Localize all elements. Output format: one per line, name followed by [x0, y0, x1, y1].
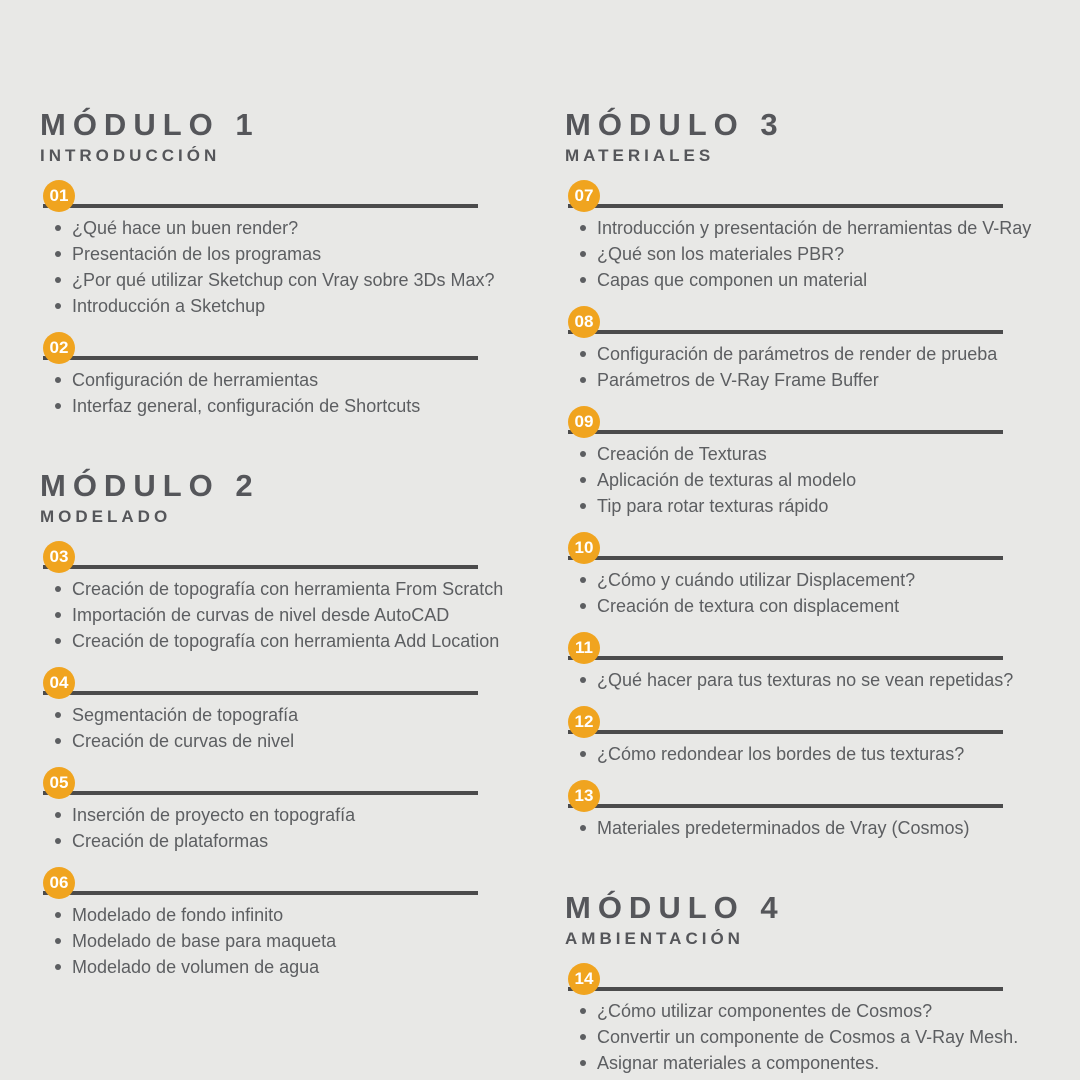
module-subtitle: AMBIENTACIÓN [565, 929, 744, 948]
topic-item: Materiales predeterminados de Vray (Cosmos) [597, 815, 1065, 841]
module-1 [40, 108, 540, 419]
section-number-badge: 05 [43, 767, 75, 799]
section-09 [565, 406, 1065, 519]
topic-item: ¿Qué son los materiales PBR? [597, 241, 1065, 267]
section-divider [43, 891, 478, 895]
section-divider [568, 656, 1003, 660]
topic-list [565, 567, 1065, 619]
topic-item: Interfaz general, configuración de Shortcuts [72, 393, 540, 419]
column-left [40, 108, 540, 980]
section-number-badge: 13 [568, 780, 600, 812]
topic-list [565, 341, 1065, 393]
topic-item: Introducción a Sketchup [72, 293, 540, 319]
topic-item: ¿Qué hace un buen render? [72, 215, 540, 241]
topic-item: Creación de topografía con herramienta From Scratch [72, 576, 540, 602]
topic-item: Segmentación de topografía [72, 702, 540, 728]
section-number-badge: 03 [43, 541, 75, 573]
section-03 [40, 541, 540, 654]
topic-item: Importación de curvas de nivel desde AutoCAD [72, 602, 540, 628]
section-08 [565, 306, 1065, 393]
topic-item: Parámetros de V-Ray Frame Buffer [597, 367, 1065, 393]
topic-list [565, 815, 1065, 841]
section-02 [40, 332, 540, 419]
topic-list [565, 441, 1065, 519]
module-subtitle: INTRODUCCIÓN [40, 146, 221, 165]
column-right [565, 108, 1065, 1076]
section-divider [43, 791, 478, 795]
topic-list [565, 741, 1065, 767]
topic-item: Convertir un componente de Cosmos a V-Ray Mesh. [597, 1024, 1065, 1050]
topic-item: Presentación de los programas [72, 241, 540, 267]
topic-list [40, 215, 540, 319]
section-divider [568, 330, 1003, 334]
section-number-badge: 12 [568, 706, 600, 738]
topic-item: Configuración de herramientas [72, 367, 540, 393]
topic-item: Capas que componen un material [597, 267, 1065, 293]
topic-item: ¿Qué hacer para tus texturas no se vean repetidas? [597, 667, 1065, 693]
topic-list [40, 902, 540, 980]
section-divider [568, 204, 1003, 208]
section-divider [568, 430, 1003, 434]
topic-item: Inserción de proyecto en topografía [72, 802, 540, 828]
module-subtitle: MATERIALES [565, 146, 715, 165]
section-number-badge: 08 [568, 306, 600, 338]
topic-item: Modelado de fondo infinito [72, 902, 540, 928]
section-12 [565, 706, 1065, 767]
section-number-badge: 01 [43, 180, 75, 212]
section-06 [40, 867, 540, 980]
module-title: MÓDULO 2 [40, 468, 260, 503]
module-title: MÓDULO 3 [565, 107, 785, 142]
module-title: MÓDULO 1 [40, 107, 260, 142]
topic-item: Modelado de volumen de agua [72, 954, 540, 980]
section-divider [43, 565, 478, 569]
module-3 [565, 108, 1065, 841]
topic-list [565, 998, 1065, 1076]
section-number-badge: 02 [43, 332, 75, 364]
section-number-badge: 07 [568, 180, 600, 212]
topic-item: Creación de topografía con herramienta Add Location [72, 628, 540, 654]
topic-item: ¿Cómo redondear los bordes de tus texturas? [597, 741, 1065, 767]
topic-item: Creación de curvas de nivel [72, 728, 540, 754]
section-07 [565, 180, 1065, 293]
section-divider [568, 804, 1003, 808]
topic-item: Creación de plataformas [72, 828, 540, 854]
section-divider [568, 556, 1003, 560]
section-divider [568, 730, 1003, 734]
module-subtitle: MODELADO [40, 507, 172, 526]
section-14 [565, 963, 1065, 1076]
topic-list [565, 215, 1065, 293]
section-number-badge: 11 [568, 632, 600, 664]
section-divider [568, 987, 1003, 991]
section-11 [565, 632, 1065, 693]
section-number-badge: 09 [568, 406, 600, 438]
section-01 [40, 180, 540, 319]
section-number-badge: 06 [43, 867, 75, 899]
section-04 [40, 667, 540, 754]
section-13 [565, 780, 1065, 841]
topic-item: Asignar materiales a componentes. [597, 1050, 1065, 1076]
section-divider [43, 691, 478, 695]
topic-list [40, 802, 540, 854]
topic-item: Tip para rotar texturas rápido [597, 493, 1065, 519]
module-4 [565, 891, 1065, 1076]
section-05 [40, 767, 540, 854]
section-divider [43, 356, 478, 360]
section-divider [43, 204, 478, 208]
topic-item: ¿Cómo y cuándo utilizar Displacement? [597, 567, 1065, 593]
topic-item: Creación de Texturas [597, 441, 1065, 467]
topic-list [40, 367, 540, 419]
topic-item: ¿Por qué utilizar Sketchup con Vray sobre 3Ds Max? [72, 267, 540, 293]
topic-item: Introducción y presentación de herramientas de V-Ray [597, 215, 1065, 241]
topic-list [40, 702, 540, 754]
topic-item: Modelado de base para maqueta [72, 928, 540, 954]
topic-item: Aplicación de texturas al modelo [597, 467, 1065, 493]
section-number-badge: 14 [568, 963, 600, 995]
topic-list [40, 576, 540, 654]
module-2 [40, 469, 540, 980]
topic-item: Creación de textura con displacement [597, 593, 1065, 619]
module-title: MÓDULO 4 [565, 890, 785, 925]
topic-item: ¿Cómo utilizar componentes de Cosmos? [597, 998, 1065, 1024]
section-10 [565, 532, 1065, 619]
section-number-badge: 04 [43, 667, 75, 699]
topic-item: Configuración de parámetros de render de prueba [597, 341, 1065, 367]
topic-list [565, 667, 1065, 693]
section-number-badge: 10 [568, 532, 600, 564]
